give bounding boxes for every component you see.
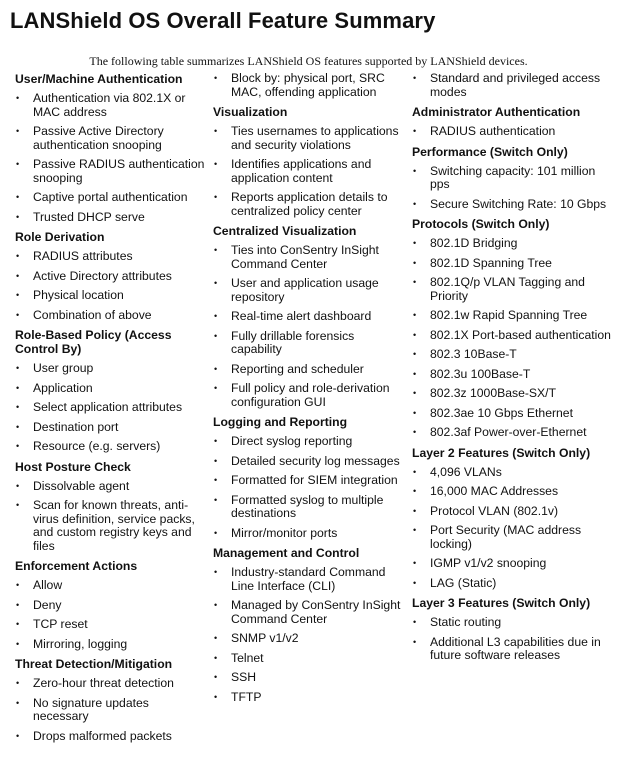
feature-item: • Deny [15,599,205,613]
feature-item: • 4,096 VLANs [412,466,612,480]
section-heading-role-derivation: Role Derivation [15,230,105,244]
feature-item: • Detailed security log messages [213,455,405,469]
feature-item: • No signature updates necessary [15,697,205,724]
feature-list [15,92,205,224]
feature-item: • Reporting and scheduler [213,363,405,377]
feature-item: • 802.1D Spanning Tree [412,257,612,271]
feature-item: • User group [15,362,205,376]
feature-item: • Captive portal authentication [15,191,205,205]
feature-list [15,579,205,651]
section-heading-threat-detection-mitigation: Threat Detection/Mitigation [15,657,173,671]
feature-item: • Additional L3 capabilities due in future software releases [412,636,612,663]
section-heading-centralized-visualization: Centralized Visualization [213,224,357,238]
feature-column-2 [213,72,405,710]
section-heading-host-posture-check: Host Posture Check [15,459,131,474]
section-heading-administrator-authentication: Administrator Authentication [412,105,581,119]
feature-item: • Combination of above [15,309,205,323]
feature-item: • Passive Active Directory authentication snooping [15,125,205,152]
feature-item: • 802.3af Power-over-Ethernet [412,426,612,440]
feature-item: • Resource (e.g. servers) [15,440,205,454]
feature-item: • IGMP v1/v2 snooping [412,557,612,571]
feature-list [213,244,405,409]
feature-item: • Secure Switching Rate: 10 Gbps [412,198,612,212]
feature-column-3 [412,72,612,669]
feature-item: • SSH [213,671,405,685]
feature-item: • Allow [15,579,205,593]
section-heading-management-and-control: Management and Control [213,546,360,560]
feature-list [412,125,612,139]
feature-item: • Port Security (MAC address locking) [412,524,612,551]
feature-item: • Trusted DHCP serve [15,211,205,225]
section-heading-protocols-switch-only: Protocols (Switch Only) [412,217,550,231]
feature-item: • 802.1Q/p VLAN Tagging and Priority [412,276,612,303]
feature-list [213,72,405,99]
feature-list [412,72,612,99]
feature-item: • SNMP v1/v2 [213,632,405,646]
feature-item: • 802.1w Rapid Spanning Tree [412,309,612,323]
feature-item: • Zero-hour threat detection [15,677,205,691]
feature-item: • LAG (Static) [412,577,612,591]
section-heading-user-machine-authentication: User/Machine Authentication [15,72,183,86]
feature-item: • Identifies applications and application content [213,158,405,185]
feature-item: • Switching capacity: 101 million pps [412,165,612,192]
feature-item: • Authentication via 802.1X or MAC address [15,92,205,119]
feature-item: • 16,000 MAC Addresses [412,485,612,499]
feature-list [15,677,205,743]
feature-list [412,616,612,663]
feature-item: • Telnet [213,652,405,666]
feature-item: • Full policy and role-derivation configuration GUI [213,382,405,409]
feature-item: • 802.1X Port-based authentication [412,329,612,343]
feature-list [15,250,205,322]
feature-list [412,165,612,212]
section-heading-layer-3-features-switch-only: Layer 3 Features (Switch Only) [412,596,591,610]
feature-item: • RADIUS authentication [412,125,612,139]
feature-item: • 802.3u 100Base-T [412,368,612,382]
feature-item: • Ties usernames to applications and security violations [213,125,405,152]
feature-item: • Real-time alert dashboard [213,310,405,324]
feature-list [213,566,405,704]
feature-item: • Application [15,382,205,396]
section-heading-role-based-policy-access-control-by: Role-Based Policy (Access Control By) [15,328,172,356]
feature-item: • Fully drillable forensics capability [213,330,405,357]
section-heading-visualization: Visualization [213,105,288,119]
feature-item: • Block by: physical port, SRC MAC, offending application [213,72,405,99]
feature-item: • Destination port [15,421,205,435]
feature-list [213,125,405,218]
feature-item: • TCP reset [15,618,205,632]
feature-item: • Standard and privileged access modes [412,72,612,99]
section-heading-enforcement-actions: Enforcement Actions [15,559,138,573]
feature-item: • Ties into ConSentry InSight Command Center [213,244,405,271]
feature-item: • Passive RADIUS authentication snooping [15,158,205,185]
feature-list [213,435,405,540]
feature-column-1 [15,72,205,749]
feature-list [412,466,612,591]
page-title: LANShield OS Overall Feature Summary [10,8,436,33]
feature-item: • 802.1D Bridging [412,237,612,251]
feature-item: • Mirroring, logging [15,638,205,652]
feature-item: • Mirror/monitor ports [213,527,405,541]
feature-item: • Formatted for SIEM integration [213,474,405,488]
feature-item: • TFTP [213,691,405,705]
section-heading-performance-switch-only: Performance (Switch Only) [412,144,568,159]
feature-item: • Protocol VLAN (802.1v) [412,505,612,519]
feature-item: • User and application usage repository [213,277,405,304]
feature-item: • 802.3z 1000Base-SX/T [412,387,612,401]
feature-item: • Active Directory attributes [15,270,205,284]
feature-item: • Industry-standard Command Line Interface (CLI) [213,566,405,593]
feature-item: • Reports application details to centralized policy center [213,191,405,218]
feature-item: • Managed by ConSentry InSight Command Center [213,599,405,626]
feature-list [15,362,205,454]
intro-text: The following table summarizes LANShield OS features supported by LANShield devices. [89,54,528,68]
feature-item: • Formatted syslog to multiple destinations [213,494,405,521]
feature-item: • Physical location [15,289,205,303]
feature-item: • Dissolvable agent [15,480,205,494]
feature-list [412,237,612,440]
feature-item: • Direct syslog reporting [213,435,405,449]
feature-item: • Scan for known threats, anti-virus definition, service packs, and custom registry keys and files [15,499,205,553]
section-heading-logging-and-reporting: Logging and Reporting [213,415,348,429]
feature-item: • Select application attributes [15,401,205,415]
feature-item: • Static routing [412,616,612,630]
section-heading-layer-2-features-switch-only: Layer 2 Features (Switch Only) [412,445,591,460]
feature-item: • 802.3ae 10 Gbps Ethernet [412,407,612,421]
feature-list [15,480,205,554]
feature-item: • Drops malformed packets [15,730,205,744]
feature-item: • RADIUS attributes [15,250,205,264]
feature-item: • 802.3 10Base-T [412,348,612,362]
